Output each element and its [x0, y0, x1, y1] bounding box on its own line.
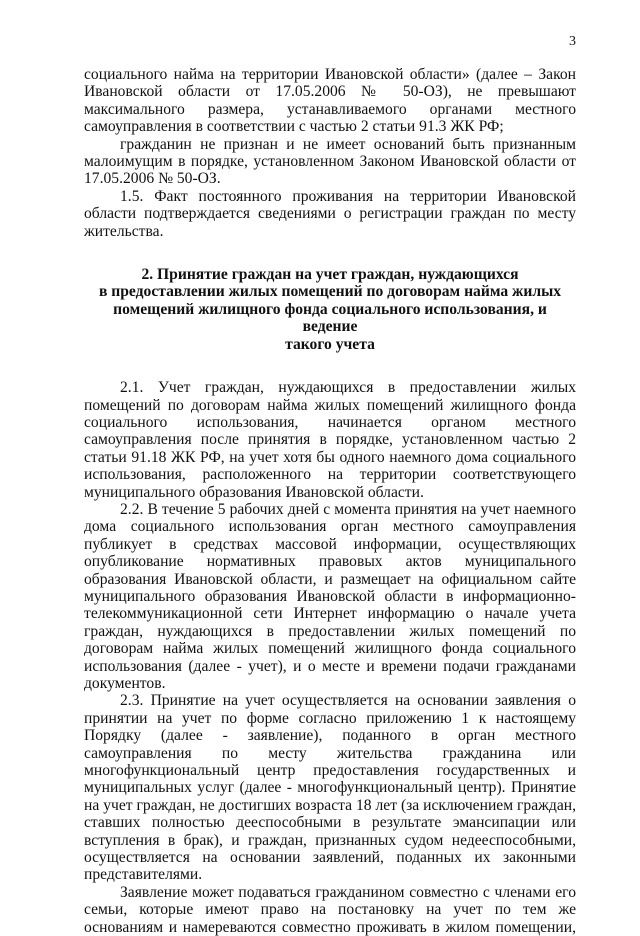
section-heading	[84, 266, 576, 353]
page-number: 3	[569, 34, 576, 49]
section-heading-line: в предоставлении жилых помещений по договорам найма жилых	[98, 283, 562, 301]
paragraph-joint-application: Заявление может подаваться гражданином совместно с членами его семьи, которые имеют право на постановку на учет по тем же основаниям и намереваются совместно проживать в жилом помещении,	[84, 883, 576, 936]
section-heading-line: 2. Принятие граждан на учет граждан, нуждающихся	[141, 266, 519, 284]
document-body	[84, 66, 576, 936]
section-heading-line: помещений жилищного фонда социального использования, и ведение	[113, 300, 547, 336]
paragraph-continuation: социального найма на территории Ивановской области» (далее – Закон Ивановской области от 17.05.2006 № 50-ОЗ), не превышают максимального размера, устанавливаемого органами местного самоуправления в соответствии с частью 2 статьи 91.3 ЖК РФ;	[84, 66, 576, 136]
section-heading-line: такого учета	[285, 335, 375, 353]
paragraph-1-5: 1.5. Факт постоянного проживания на территории Ивановской области подтверждается сведениями о регистрации граждан по месту жительства.	[84, 187, 576, 240]
paragraph-2-2: 2.2. В течение 5 рабочих дней с момента принятия на учет наемного дома социального использования орган местного самоуправления публикует в средствах массовой информации, осуществляющих опубликование нормативных правовых актов муниципального образования Ивановской области, и размещает на официальном сайте муниципального образования Ивановской области в информационно-телекоммуникационной сети Интернет информацию о начале учета граждан, нуждающихся в предоставлении жилых помещений по договорам найма жилых помещений жилищного фонда социального использования (далее - учет), и о месте и времени подачи гражданами документов.	[84, 500, 576, 692]
paragraph-2-3: 2.3. Принятие на учет осуществляется на основании заявления о принятии на учет по форме согласно приложению 1 к настоящему Порядку (далее - заявление), поданного в орган местного самоуправления по месту жительства гражданина или многофункциональный центр предоставления государственных и муниципальных услуг (далее - многофункциональный центр). Принятие на учет граждан, не достигших возраста 18 лет (за исключением граждан, ставших полностью дееспособными в результате эмансипации или вступления в брак), и граждан, признанных судом недееспособными, осуществляется на основании заявлений, поданных их законными представителями.	[84, 692, 576, 884]
paragraph-not-low-income: гражданин не признан и не имеет оснований быть признанным малоимущим в порядке, установленном Законом Ивановской области от 17.05.2006 № 50-ОЗ.	[84, 135, 576, 188]
paragraph-2-1: 2.1. Учет граждан, нуждающихся в предоставлении жилых помещений по договорам найма жилых помещений жилищного фонда социального использования, начинается органом местного самоуправления после принятия в порядке, установленном частью 2 статьи 91.18 ЖК РФ, на учет хотя бы одного наемного дома социального использования, расположенного на территории соответствующего муниципального образования Ивановской области.	[84, 379, 576, 501]
